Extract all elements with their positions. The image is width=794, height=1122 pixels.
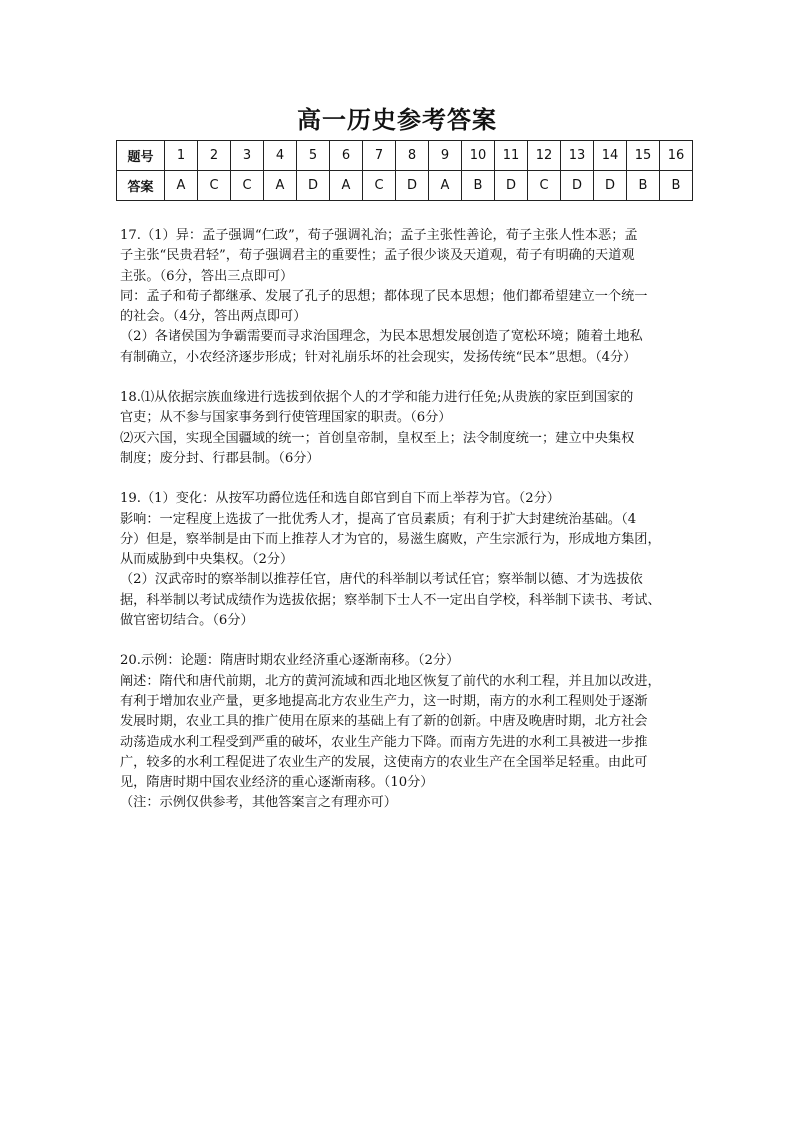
text-line: 的社会。（4分，答出两点即可） bbox=[120, 309, 307, 325]
row-header-answer: 答案 bbox=[117, 171, 165, 201]
answer-cell: A bbox=[264, 171, 297, 201]
question-number: 9 bbox=[429, 141, 462, 171]
answer-cell: B bbox=[660, 171, 693, 201]
question-number: 11 bbox=[495, 141, 528, 171]
text-line: 广，较多的水利工程促进了农业生产的发展，这使南方的农业生产在全国举足轻重。由此可 bbox=[120, 754, 648, 770]
text-line: 18.⑴从依据宗族血缘进行选拔到依据个人的才学和能力进行任免;从贵族的家臣到国家的 bbox=[120, 390, 634, 406]
answer-cell: D bbox=[495, 171, 528, 201]
answer-cell: C bbox=[363, 171, 396, 201]
question-number: 13 bbox=[561, 141, 594, 171]
question-20-answer bbox=[120, 651, 680, 813]
text-line: （2）汉武帝时的察举制以推荐任官，唐代的科举制以考试任官；察举制以德、才为选拔依 bbox=[120, 572, 643, 588]
answer-cell: A bbox=[330, 171, 363, 201]
question-number: 16 bbox=[660, 141, 693, 171]
text-line: 动荡造成水利工程受到严重的破坏，农业生产能力下降。而南方先进的水利工具被进一步推 bbox=[120, 734, 648, 750]
row-header-number: 题号 bbox=[117, 141, 165, 171]
answer-cell: D bbox=[297, 171, 330, 201]
text-line: 20.示例：论题：隋唐时期农业经济重心逐渐南移。（2分） bbox=[120, 653, 460, 669]
answer-cell: C bbox=[198, 171, 231, 201]
page-title: 高一历史参考答案 bbox=[297, 106, 497, 134]
answer-cell: C bbox=[528, 171, 561, 201]
answer-cell: B bbox=[627, 171, 660, 201]
text-line: 从而威胁到中央集权。（2分） bbox=[120, 552, 294, 568]
question-17-answer bbox=[120, 226, 680, 368]
text-line: 见，隋唐时期中国农业经济的重心逐渐南移。（10分） bbox=[120, 775, 434, 791]
note: （注：示例仅供参考，其他答案言之有理亦可） bbox=[120, 795, 397, 811]
text-line: 17.（1）异：孟子强调“仁政”，荀子强调礼治；孟子主张性善论，荀子主张人性本恶；孟 bbox=[120, 228, 638, 243]
text-line: 做官密切结合。（6分） bbox=[120, 613, 254, 629]
text-line: 19.（1）变化：从按军功爵位选任和选自郎官到自下而上举荐为官。（2分） bbox=[120, 491, 560, 507]
answer-body bbox=[120, 226, 680, 814]
answer-cell: D bbox=[594, 171, 627, 201]
question-number: 14 bbox=[594, 141, 627, 171]
question-18-answer bbox=[120, 388, 680, 469]
text-line: 子主张“民贵君轻”，荀子强调君主的重要性；孟子很少谈及天道观，荀子有明确的天道观 bbox=[120, 248, 635, 264]
text-line: ⑵灭六国，实现全国疆域的统一；首创皇帝制，皇权至上；法令制度统一；建立中央集权 bbox=[120, 430, 635, 446]
text-line: 发展时期，农业工具的推广使用在原来的基础上有了新的创新。中唐及晚唐时期，北方社会 bbox=[120, 714, 648, 730]
question-number: 7 bbox=[363, 141, 396, 171]
text-line: 有制确立，小农经济逐步形成；针对礼崩乐坏的社会现实，发扬传统“民本”思想。（4分） bbox=[120, 349, 637, 365]
text-line: 分）但是，察举制是由下而上推荐人才为官的，易滋生腐败，产生宗派行为，形成地方集团， bbox=[120, 531, 661, 547]
answer-cell: B bbox=[462, 171, 495, 201]
question-number: 6 bbox=[330, 141, 363, 171]
text-line: 有利于增加农业产量，更多地提高北方农业生产力，这一时期，南方的水利工程则处于逐渐 bbox=[120, 693, 648, 709]
question-number: 8 bbox=[396, 141, 429, 171]
question-number: 5 bbox=[297, 141, 330, 171]
text-line: 同：孟子和荀子都继承、发展了孔子的思想；都体现了民本思想；他们都希望建立一个统一 bbox=[120, 288, 648, 304]
text-line: 官吏；从不参与国家事务到行使管理国家的职责。（6分） bbox=[120, 410, 452, 426]
answer-table bbox=[116, 140, 693, 201]
question-number: 12 bbox=[528, 141, 561, 171]
answer-cell: A bbox=[165, 171, 198, 201]
text-line: 主张。（6分，答出三点即可） bbox=[120, 268, 294, 284]
question-number: 4 bbox=[264, 141, 297, 171]
answer-cell: D bbox=[396, 171, 429, 201]
question-number: 1 bbox=[165, 141, 198, 171]
question-number: 15 bbox=[627, 141, 660, 171]
question-number: 3 bbox=[231, 141, 264, 171]
answer-cell: A bbox=[429, 171, 462, 201]
text-line: 制度；废分封、行郡县制。（6分） bbox=[120, 450, 320, 466]
question-19-answer bbox=[120, 489, 680, 631]
answer-cell: C bbox=[231, 171, 264, 201]
question-number: 10 bbox=[462, 141, 495, 171]
text-line: 阐述：隋代和唐代前期，北方的黄河流域和西北地区恢复了前代的水利工程，并且加以改进， bbox=[120, 673, 661, 689]
answer-cell: D bbox=[561, 171, 594, 201]
text-line: 影响：一定程度上选拔了一批优秀人才，提高了官员素质；有利于扩大封建统治基础。（4 bbox=[120, 511, 637, 527]
question-number-row bbox=[117, 141, 693, 171]
text-line: （2）各诸侯国为争霸需要而寻求治国理念，为民本思想发展创造了宽松环境；随着土地私 bbox=[120, 329, 643, 345]
question-number: 2 bbox=[198, 141, 231, 171]
text-line: 据，科举制以考试成绩作为选拔依据；察举制下士人不一定出自学校，科举制下读书、考试、 bbox=[120, 592, 661, 608]
answer-row bbox=[117, 171, 693, 201]
